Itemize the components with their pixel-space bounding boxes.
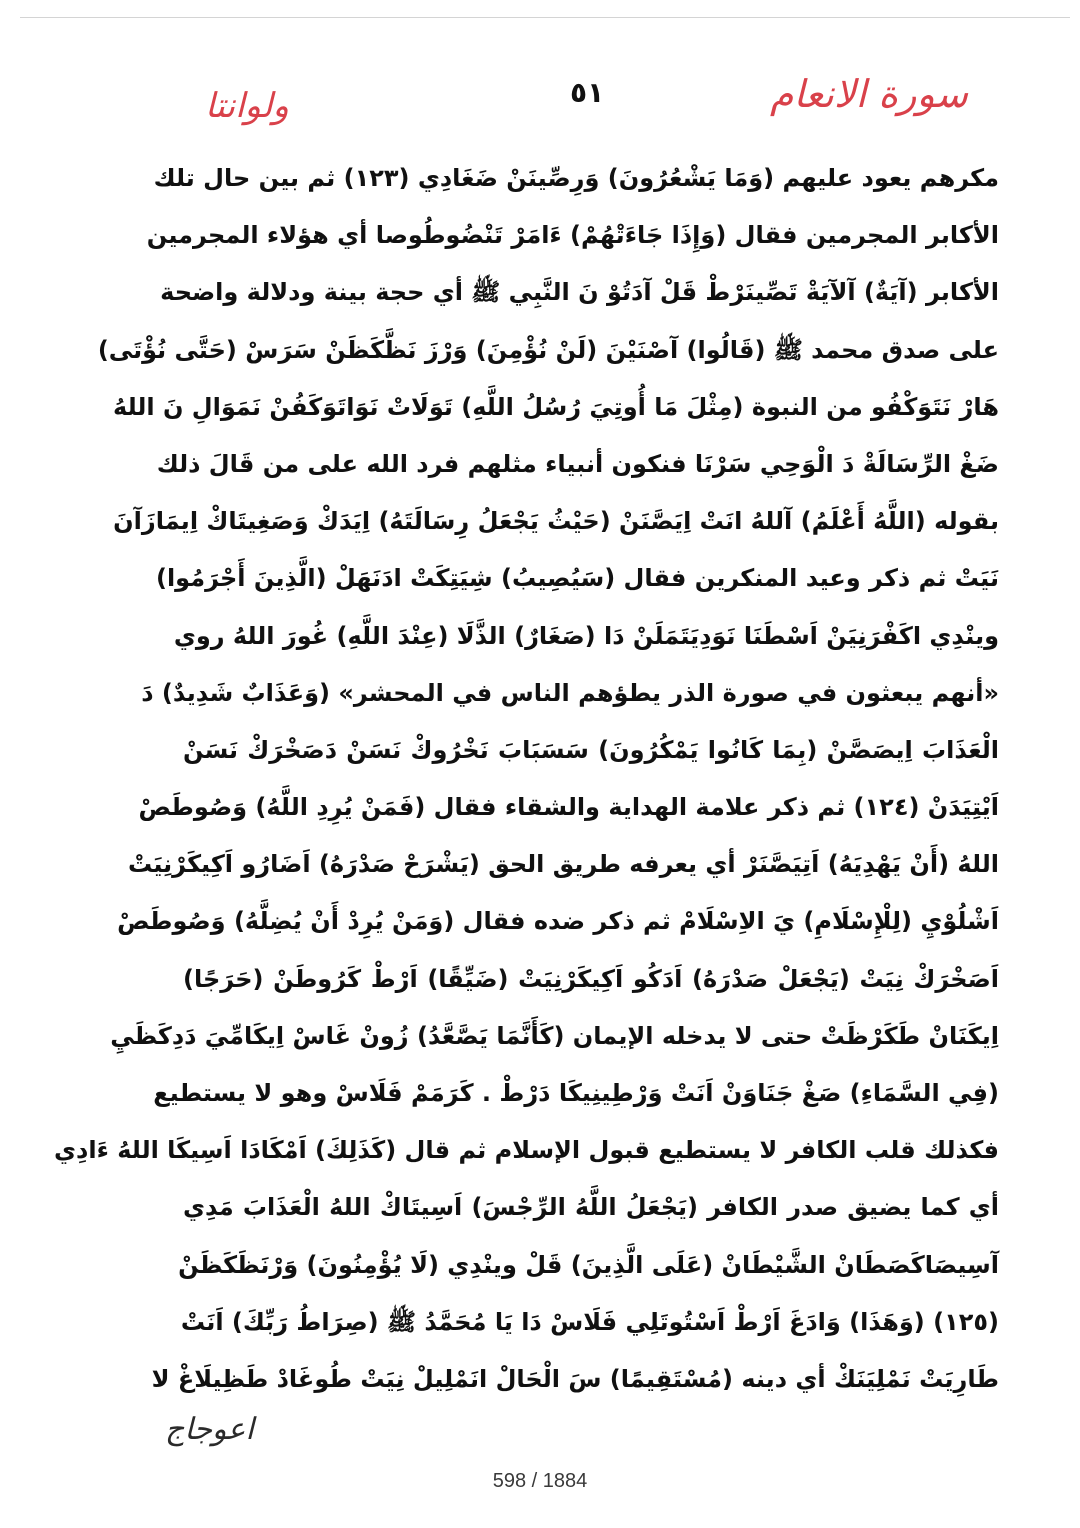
text-line: اَيْتِيَدَنْ (١٢٤) ثم ذكر علامة الهداية والشقاء فقال (فَمَنْ يُرِدِ اللَّهُ) وَصُوطَصْ <box>138 793 999 822</box>
page-counter: 598 / 1884 <box>492 1470 588 1492</box>
text-line: الأكابر المجرمين فقال (وَإِذَا جَاءَتْهُمْ) ءَامَرْ تَنْضُوطُوصا أي هؤلاء المجرمين <box>146 221 999 250</box>
text-line: الْعَذَابَ اِيصَصَّنْ (بِمَا كَانُوا يَمْكُرُونَ) سَسَبَابَ نَخْرُوكْ نَسَنْ دَصَخْرَكْ نَسَنْ <box>183 735 999 764</box>
text-line: فكذلك قلب الكافر لا يستطيع قبول الإسلام ثم قال (كَذَلِكَ) اَمْكَادَا اَسِيكَا اللهُ ءَادِي <box>54 1136 999 1165</box>
text-line: الأكابر (آيَةٌ) آلآيَةْ تَصِّينَرْطْ قَلْ آدَتُوْ نَ النَّبِي ﷺ أي حجة بينة ودلالة واضحة <box>160 278 999 307</box>
text-line: بقوله (اللَّهُ أَعْلَمُ) آللهُ انَتْ اِيَصَّنَنْ (حَيْثُ يَجْعَلُ رِسَالَتَهُ) اِيَدَكْ وَصَغِيتَاكْ اِيمَازَآنَ <box>113 507 999 536</box>
text-line: اَصَخْرَكْ نِيَتْ (يَجْعَلْ صَدْرَهُ) اَدَكُو اَكِيكَرْنِيَتْ (ضَيِّقًا) اَرْطْ كَرُوطَنْ (حَرَجًا) <box>183 964 999 993</box>
handwritten-margin-note: اعوجاج <box>165 1412 254 1447</box>
text-line: اللهُ (أَنْ يَهْدِيَهُ) اَتِيَصَّنَرْ أي يعرفه طريق الحق (يَشْرَحْ صَدْرَهُ) اَضَارُو اَكِيكَرْنِيَتْ <box>127 850 999 879</box>
text-line: «أنهم يبعثون في صورة الذر يطؤهم الناس في المحشر» (وَعَذَابٌ شَدِيدٌ) دَ <box>141 678 999 707</box>
text-line: آسِيصَاكَصَطَانْ الشَّيْطَانْ (عَلَى الَّذِينَ) قَلْ وينْدِي (لَا يُؤْمِنُونَ) وَرْنَظَكَظَنْ <box>178 1250 999 1279</box>
text-line: مكرهم يعود عليهم (وَمَا يَشْعُرُونَ) وَرِصِّينَنْ ضَغَادِي (١٢٣) ثم بين حال تلك <box>153 164 999 192</box>
text-line: نَيَتْ ثم ذكر وعيد المنكرين فقال (سَيُصِيبُ) شِيَتِكَتْ ادَنَهَلْ (الَّذِينَ أَجْرَمُوا) <box>155 564 999 593</box>
text-line: وينْدِي اكَفْرَنِيَنْ اَسْطَنَا نَوَدِيَتَمَلَنْ دَا (صَغَارٌ) الذَّلَا (عِنْدَ اللَّهِ) غُورَ اللهُ روي <box>173 621 999 650</box>
text-line: ضَغْ الرِّسَالَةْ دَ الْوَحِي سَرْنَا فنكون أنبياء مثلهم فرد الله على من قَالَ ذلك <box>156 449 999 478</box>
body-text <box>54 150 999 1408</box>
handwritten-side-note: ولوانتا <box>205 86 289 126</box>
handwritten-surah-note: سورة الانعام <box>769 72 968 116</box>
text-line: (١٢٥) (وَهَذَا) وَادَغَ اَرْطْ اَسْتُوتَلِي فَلَاسْ دَا يَا مُحَمَّدُ ﷺ (صِرَاطُ رَبِّكَ) اَنَتْ <box>180 1307 999 1336</box>
page-number: ٥١ <box>570 76 605 109</box>
scan-edge-line <box>20 17 1070 18</box>
text-line: هَارْ نَتَوَكْفُو من النبوة (مِثْلَ مَا أُوتِيَ رُسُلُ اللَّهِ) تَوَلَاتْ نَوَاتَوَكَفُنْ نَمَوَالِ نَ اللهُ <box>113 392 999 421</box>
text-line: على صدق محمد ﷺ (قَالُوا) آصْنَيْنَ (لَنْ نُؤْمِنَ) وَرْزَ نَظَّكَظَنْ سَرَسْ (حَتَّى نُؤْتَى) <box>97 335 999 364</box>
text-line: اِيكَنَانْ طَكَرْظَتْ حتى لا يدخله الإيمان (كَأَنَّمَا يَصَّعَّدُ) زُونْ غَاسْ اِيكَامِّيَ دَدِكَظَيِ <box>110 1021 999 1050</box>
text-line: اَشْلُوْيِ (لِلْإِسْلَامِ) يَ الاِسْلَامْ ثم ذكر ضده فقال (وَمَنْ يُرِدْ أَنْ يُضِلَّهُ) وَصُوطَصْ <box>117 907 999 936</box>
text-line: طَارِيَتْ نَمْلِيَنَكْ أي دينه (مُسْتَقِيمًا) سَ الْحَالْ انَمْلِيلْ نِيَتْ طُوغَادْ طَظِيلَاغْ لا <box>151 1364 999 1393</box>
text-line: (فِي السَّمَاءِ) صَغْ جَنَاوَنْ اَنَتْ وَرْطِينِيكَا دَرْطْ . كَرَمَمْ فَلَاسْ وهو لا يستطيع <box>153 1079 999 1107</box>
text-line: أي كما يضيق صدر الكافر (يَجْعَلُ اللَّهُ الرِّجْسَ) اَسِيتَاكْ اللهُ الْعَذَابَ مَدِي <box>183 1193 999 1222</box>
